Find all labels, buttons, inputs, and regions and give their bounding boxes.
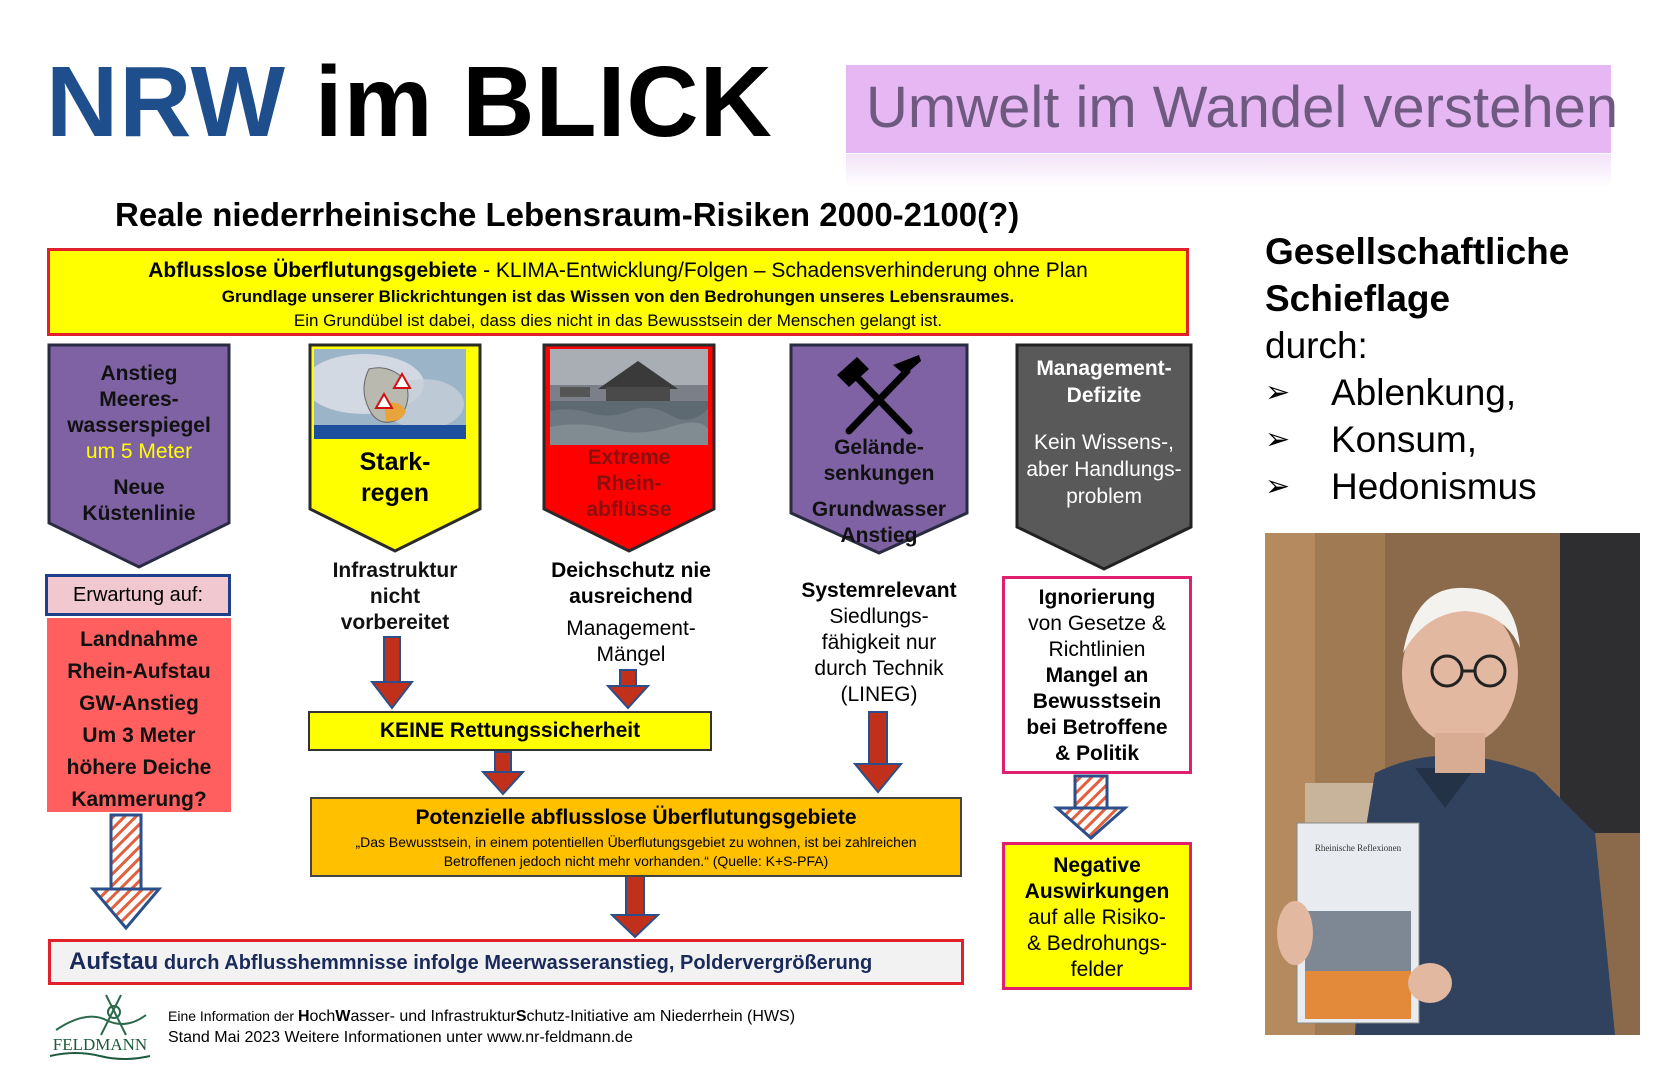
meeres-line6: Küstenlinie bbox=[82, 502, 196, 525]
potential-quote-line2: Betroffenen jedoch nicht mehr vorhanden.“ (Quelle: K+S-PFA) bbox=[443, 853, 829, 869]
book-title: Rheinische Reflexionen bbox=[1314, 843, 1402, 853]
defizite-line1: Management- bbox=[1036, 357, 1172, 380]
meeres-line4: um 5 Meter bbox=[85, 440, 193, 463]
rhein-line1: Extreme bbox=[587, 446, 671, 469]
weather-map-image bbox=[314, 349, 466, 439]
erwartung-item-kammerung: Kammerung? bbox=[71, 788, 207, 811]
ignorierung-line1: Ignorierung bbox=[1038, 586, 1156, 609]
keine-rettungssicherheit-box: KEINE Rettungssicherheit bbox=[308, 711, 712, 751]
systemrelevant-line5: (LINEG) bbox=[840, 683, 918, 706]
bullet-hedonismus-text: Hedonismus bbox=[1331, 466, 1537, 507]
defizite-line4: aber Handlungs- bbox=[1026, 458, 1182, 481]
pentagon-meeresspiegel bbox=[47, 343, 231, 569]
footer-l1f: S bbox=[515, 1008, 527, 1025]
negative-line1: Negative bbox=[1053, 854, 1141, 877]
aufstau-word: Aufstau bbox=[69, 948, 159, 975]
bullet-ablenkung bbox=[1265, 369, 1569, 416]
author-photo-illustration bbox=[1265, 533, 1640, 1035]
top-box-line2: Grundlage unserer Blickrichtungen ist das Wissen von den Bedrohungen unseres Lebensraumes. bbox=[221, 287, 1015, 306]
meeres-line1: Anstieg bbox=[100, 362, 178, 385]
top-box-line1-rest: - KLIMA-Entwicklung/Folgen – Schadensverhinderung ohne Plan bbox=[477, 259, 1088, 282]
starkregen-line1: Stark- bbox=[359, 448, 431, 476]
meeres-line5: Neue bbox=[113, 476, 165, 499]
gesellschaftliche-schieflage bbox=[1265, 228, 1569, 510]
negative-auswirkungen-box bbox=[1002, 842, 1192, 990]
pentagon-meeresspiegel-text bbox=[47, 361, 231, 527]
defizite-line5: problem bbox=[1066, 485, 1142, 508]
meeres-line2: Meeres- bbox=[99, 388, 179, 411]
systemrelevant-text bbox=[778, 578, 980, 708]
arrow-kammerung-to-aufstau bbox=[93, 815, 159, 928]
arrow-bullet-icon: ➢ bbox=[1265, 470, 1291, 503]
ignorierung-line6: bei Betroffene bbox=[1026, 716, 1168, 739]
bullet-konsum bbox=[1265, 416, 1569, 463]
management-maengel-line2: Mängel bbox=[596, 643, 666, 666]
arrow-ignorierung-to-negative bbox=[1057, 776, 1125, 838]
flood-image bbox=[550, 349, 708, 445]
erwartung-item-deiche: höhere Deiche bbox=[66, 756, 212, 779]
title-nrw: NRW bbox=[46, 46, 287, 158]
negative-line5: felder bbox=[1070, 958, 1124, 981]
feldmann-logo bbox=[46, 990, 154, 1062]
gelaende-line3: Grundwasser bbox=[811, 498, 947, 521]
deichschutz-line2: ausreichend bbox=[569, 585, 693, 608]
systemrelevant-line3: fähigkeit nur bbox=[821, 631, 937, 654]
logo-text: FELDMANN bbox=[52, 1035, 148, 1054]
aufstau-rest: durch Abflusshemmnisse infolge Meerwasseranstieg, Poldervergrößerung bbox=[158, 952, 873, 974]
rheinabfluesse-text bbox=[542, 445, 716, 523]
gelaende-line4: Anstieg bbox=[840, 524, 918, 547]
ignorierung-line4: Mangel an bbox=[1045, 664, 1149, 687]
arrow-potential-to-aufstau bbox=[612, 875, 658, 937]
gelaende-line2: senkungen bbox=[823, 462, 935, 485]
deichschutz-text bbox=[530, 558, 732, 668]
ignorierung-line3: Richtlinien bbox=[1048, 638, 1146, 661]
erwartung-item-rhein-aufstau: Rhein-Aufstau bbox=[67, 660, 211, 683]
pentagon-starkregen bbox=[308, 343, 482, 553]
infrastruktur-line2: nicht bbox=[369, 585, 421, 608]
pentagon-management-defizite bbox=[1015, 343, 1193, 571]
arrow-bullet-icon: ➢ bbox=[1265, 423, 1291, 456]
ignorierung-box bbox=[1002, 576, 1192, 774]
schieflage-line3: durch: bbox=[1265, 325, 1368, 366]
arrow-keine-to-potential bbox=[483, 752, 523, 794]
footer-info bbox=[168, 1006, 795, 1048]
defizite-line3: Kein Wissens-, bbox=[1033, 431, 1175, 454]
management-maengel-line1: Management- bbox=[566, 617, 696, 640]
footer-line1 bbox=[168, 1006, 795, 1027]
erwartung-item-landnahme: Landnahme bbox=[80, 628, 198, 651]
top-box-line1-bold: Abflusslose Überflutungsgebiete bbox=[148, 259, 478, 282]
footer-l1e: asser- und Infrastruktur bbox=[350, 1008, 516, 1025]
systemrelevant-line2: Siedlungs- bbox=[829, 605, 929, 628]
meeres-line3: wasserspiegel bbox=[67, 414, 211, 437]
diagram-subtitle: Reale niederrheinische Lebensraum-Risiken 2000-2100(?) bbox=[115, 196, 1020, 233]
management-defizite-text bbox=[1015, 355, 1193, 510]
potential-title: Potenzielle abflusslose Überflutungsgebiete bbox=[415, 806, 857, 829]
schieflage-line1: Gesellschaftliche bbox=[1265, 231, 1570, 272]
starkregen-text bbox=[308, 447, 482, 509]
footer-line2: Stand Mai 2023 Weitere Informationen unter www.nr-feldmann.de bbox=[168, 1029, 633, 1046]
footer-l1d: W bbox=[335, 1008, 351, 1025]
schieflage-line2: Schieflage bbox=[1265, 278, 1451, 319]
footer-l1g: chutz-Initiative am Niederrhein (HWS) bbox=[526, 1008, 796, 1025]
erwartung-label: Erwartung auf: bbox=[45, 574, 231, 616]
pentagon-rheinabfluesse bbox=[542, 343, 716, 553]
title-im-blick: im BLICK bbox=[286, 46, 773, 158]
arrow-lineg-to-potential bbox=[855, 712, 901, 792]
bullet-ablenkung-text: Ablenkung, bbox=[1331, 372, 1517, 413]
gelaende-text bbox=[789, 435, 969, 549]
negative-line2: Auswirkungen bbox=[1024, 880, 1170, 903]
systemrelevant-line1: Systemrelevant bbox=[801, 579, 957, 602]
systemrelevant-line4: durch Technik bbox=[814, 657, 944, 680]
erwartung-item-3-meter: Um 3 Meter bbox=[82, 724, 196, 747]
arrow-mangel-to-keine bbox=[608, 670, 648, 708]
ignorierung-line2: von Gesetze & bbox=[1028, 612, 1166, 635]
bullet-hedonismus bbox=[1265, 463, 1569, 510]
infrastruktur-text bbox=[300, 558, 490, 636]
defizite-line2: Defizite bbox=[1066, 384, 1142, 407]
rhein-line2: Rhein- bbox=[596, 472, 662, 495]
deichschutz-line1: Deichschutz nie bbox=[551, 559, 711, 582]
mining-hammers-icon bbox=[835, 353, 923, 437]
footer-l1a: Eine Information der bbox=[168, 1008, 298, 1024]
ignorierung-line5: Bewusstsein bbox=[1032, 690, 1162, 713]
arrow-infrastruktur-to-keine bbox=[372, 637, 412, 708]
tagline: Umwelt im Wandel verstehen bbox=[866, 75, 1619, 140]
infrastruktur-line3: vorbereitet bbox=[340, 611, 450, 634]
aufstau-box bbox=[48, 939, 964, 985]
author-photo bbox=[1265, 533, 1640, 1035]
infrastruktur-line1: Infrastruktur bbox=[332, 559, 458, 582]
footer-l1b: H bbox=[297, 1008, 310, 1025]
pentagon-gelaendesenkungen bbox=[789, 343, 969, 555]
gelaende-line1: Gelände- bbox=[834, 436, 924, 459]
negative-line4: & Bedrohungs- bbox=[1026, 932, 1168, 955]
potential-quote-line1: „Das Bewusstsein, in einem potentiellen Überflutungsgebiet zu wohnen, ist bei zahlreichen bbox=[355, 834, 917, 850]
negative-line3: auf alle Risiko- bbox=[1028, 906, 1166, 929]
top-box-line3: Ein Grundübel ist dabei, dass dies nicht in das Bewusstsein der Menschen gelangt ist. bbox=[293, 311, 943, 330]
potenzielle-gebiete-box bbox=[310, 797, 962, 877]
erwartung-item-gw-anstieg: GW-Anstieg bbox=[79, 692, 199, 715]
footer-l1c: och bbox=[309, 1008, 336, 1025]
ignorierung-line7: & Politik bbox=[1054, 742, 1139, 765]
rhein-line3: abflüsse bbox=[586, 498, 672, 521]
bullet-konsum-text: Konsum, bbox=[1331, 419, 1478, 460]
arrow-bullet-icon: ➢ bbox=[1265, 376, 1291, 409]
starkregen-line2: regen bbox=[360, 479, 430, 507]
erwartung-list bbox=[47, 618, 231, 812]
